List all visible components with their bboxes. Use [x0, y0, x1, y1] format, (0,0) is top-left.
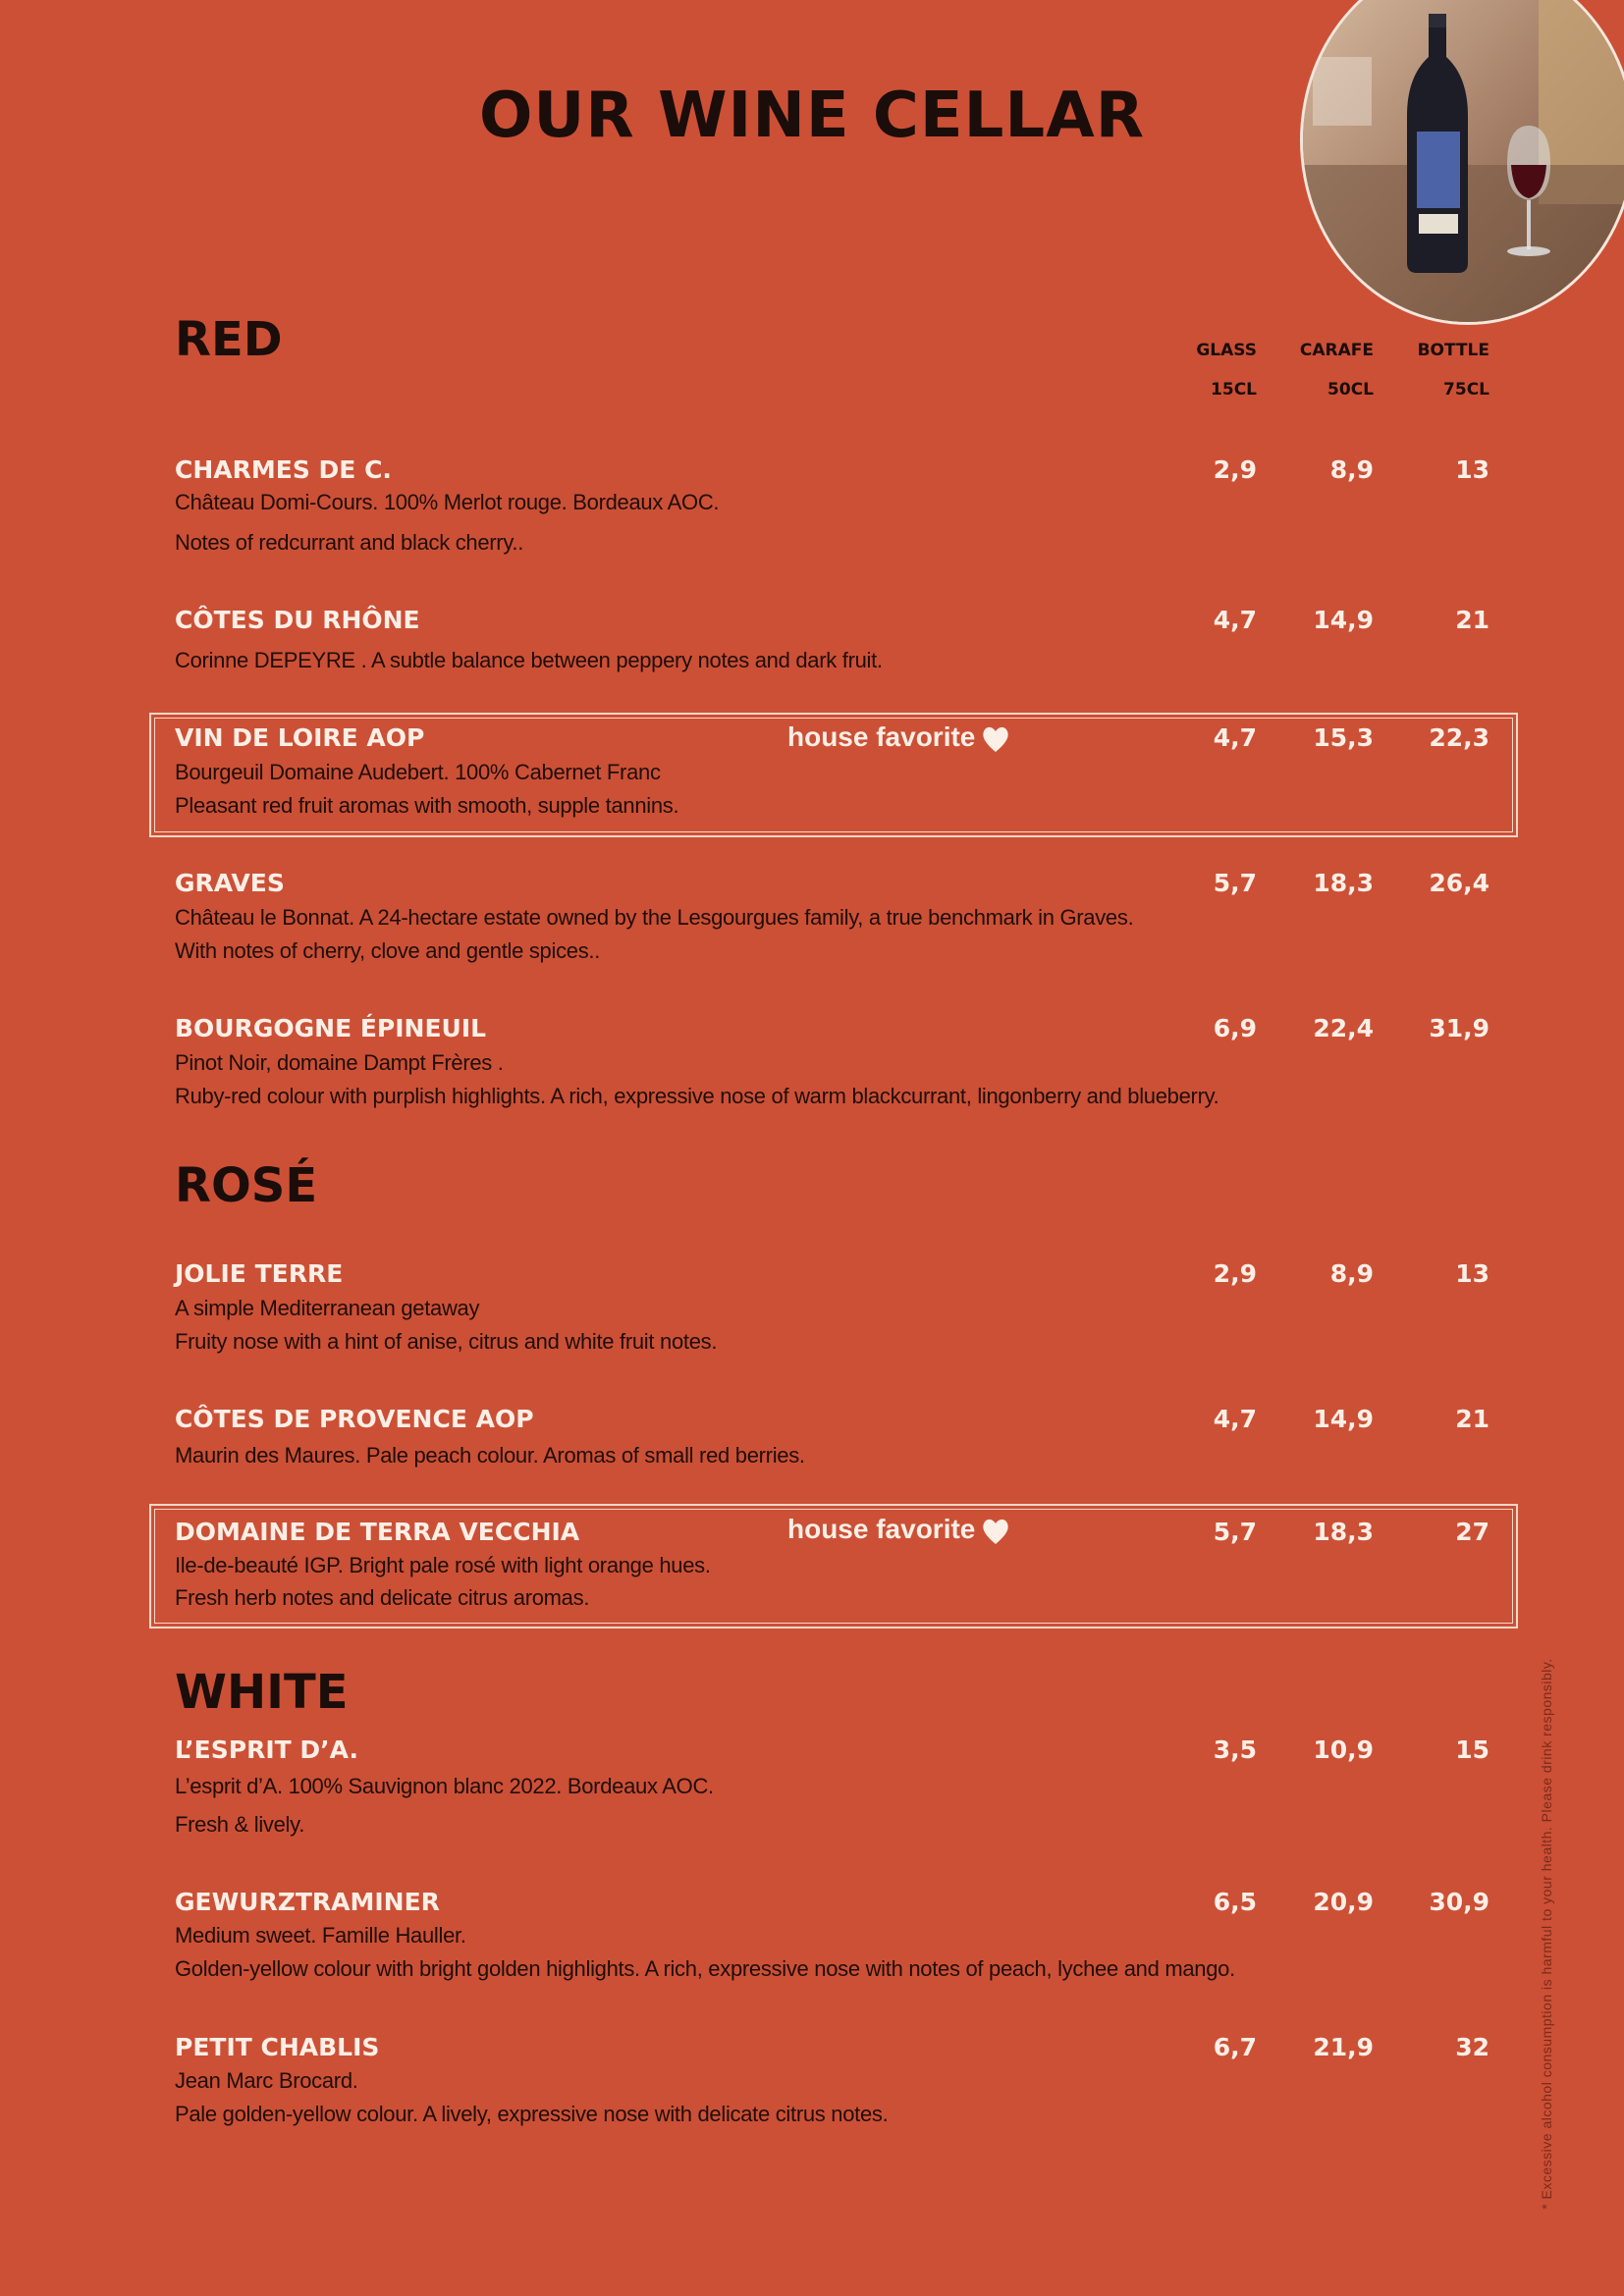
wine-name: JOLIE TERRE	[175, 1259, 344, 1288]
health-warning-text: * Excessive alcohol consumption is harmful to your health. Please drink responsibly.	[1539, 1658, 1554, 2210]
price-bottle: 13	[1455, 1259, 1489, 1288]
price-carafe: 8,9	[1329, 1259, 1374, 1288]
price-glass: 5,7	[1213, 869, 1257, 897]
price-carafe: 20,9	[1313, 1888, 1374, 1916]
section-title-rose: ROSÉ	[175, 1158, 318, 1213]
wine-description: Fresh herb notes and delicate citrus aromas.	[175, 1585, 590, 1610]
price-carafe: 15,3	[1313, 723, 1374, 752]
price-carafe: 14,9	[1313, 1405, 1374, 1433]
wine-description: Ruby-red colour with purplish highlights. A rich, expressive nose of warm blackcurrant, lingonberry and blueberry.	[175, 1084, 1219, 1108]
wine-name: L’ESPRIT D’A.	[175, 1735, 358, 1764]
price-glass: 6,5	[1213, 1888, 1257, 1916]
wine-description: Pinot Noir, domaine Dampt Frères .	[175, 1050, 504, 1075]
price-bottle: 21	[1455, 1405, 1489, 1433]
price-glass: 6,9	[1213, 1014, 1257, 1042]
price-carafe: 18,3	[1313, 869, 1374, 897]
wine-bottle-photo	[1300, 0, 1624, 325]
section-title-white: WHITE	[175, 1665, 349, 1720]
wine-description: Golden-yellow colour with bright golden highlights. A rich, expressive nose with notes of peach, lychee and mango.	[175, 1956, 1235, 1981]
wine-name: BOURGOGNE ÉPINEUIL	[175, 1014, 487, 1042]
price-bottle: 15	[1455, 1735, 1489, 1764]
wine-description: Château Domi-Cours. 100% Merlot rouge. Bordeaux AOC.	[175, 490, 720, 514]
house-favorite-label: house favorite	[787, 1514, 976, 1544]
price-carafe: 18,3	[1313, 1518, 1374, 1546]
price-carafe: 10,9	[1313, 1735, 1374, 1764]
price-bottle: 21	[1455, 606, 1489, 634]
wine-description: Jean Marc Brocard.	[175, 2068, 358, 2093]
col-carafe-size: 50CL	[1327, 380, 1374, 400]
price-bottle: 13	[1455, 455, 1489, 484]
wine-description: Pleasant red fruit aromas with smooth, supple tannins.	[175, 793, 679, 818]
wine-description: Maurin des Maures. Pale peach colour. Aromas of small red berries.	[175, 1443, 805, 1468]
wine-name: CHARMES DE C.	[175, 455, 392, 484]
house-favorite-label: house favorite	[787, 721, 976, 752]
wine-name: GEWURZTRAMINER	[175, 1888, 440, 1916]
col-bottle-label: BOTTLE	[1417, 341, 1489, 360]
price-bottle: 31,9	[1429, 1014, 1489, 1042]
price-glass: 2,9	[1213, 1259, 1257, 1288]
wine-name: GRAVES	[175, 869, 285, 897]
wine-name: DOMAINE DE TERRA VECCHIA	[175, 1518, 580, 1546]
wine-description: Ile-de-beauté IGP. Bright pale rosé with light orange hues.	[175, 1553, 711, 1577]
price-bottle: 30,9	[1429, 1888, 1489, 1916]
price-glass: 2,9	[1213, 455, 1257, 484]
wine-name: CÔTES DE PROVENCE AOP	[175, 1405, 534, 1433]
page-title: OUR WINE CELLAR	[479, 80, 1145, 152]
price-bottle: 32	[1455, 2033, 1489, 2061]
price-glass: 5,7	[1213, 1518, 1257, 1546]
wine-description: L’esprit d’A. 100% Sauvignon blanc 2022. Bordeaux AOC.	[175, 1774, 714, 1798]
wine-description: Bourgeuil Domaine Audebert. 100% Cabernet Franc	[175, 760, 661, 784]
col-carafe-label: CARAFE	[1299, 341, 1374, 360]
price-carafe: 22,4	[1313, 1014, 1374, 1042]
price-bottle: 27	[1455, 1518, 1489, 1546]
price-glass: 4,7	[1213, 723, 1257, 752]
price-carafe: 21,9	[1313, 2033, 1374, 2061]
wine-name: CÔTES DU RHÔNE	[175, 606, 420, 634]
price-glass: 4,7	[1213, 606, 1257, 634]
wine-description: Notes of redcurrant and black cherry..	[175, 530, 524, 555]
wine-name: PETIT CHABLIS	[175, 2033, 380, 2061]
wine-description: Corinne DEPEYRE . A subtle balance between peppery notes and dark fruit.	[175, 648, 883, 672]
price-carafe: 14,9	[1313, 606, 1374, 634]
price-glass: 3,5	[1213, 1735, 1257, 1764]
wine-description: Pale golden-yellow colour. A lively, expressive nose with delicate citrus notes.	[175, 2102, 889, 2126]
col-bottle-size: 75CL	[1443, 380, 1489, 400]
wine-description: With notes of cherry, clove and gentle spices..	[175, 938, 601, 963]
heart-icon	[980, 722, 1011, 754]
price-carafe: 8,9	[1329, 455, 1374, 484]
wine-description: A simple Mediterranean getaway	[175, 1296, 480, 1320]
wine-name: VIN DE LOIRE AOP	[175, 723, 425, 752]
price-bottle: 26,4	[1429, 869, 1489, 897]
price-bottle: 22,3	[1429, 723, 1489, 752]
wine-description: Fresh & lively.	[175, 1812, 305, 1837]
price-glass: 6,7	[1213, 2033, 1257, 2061]
health-warning	[1537, 1649, 1594, 2218]
wine-description: Fruity nose with a hint of anise, citrus and white fruit notes.	[175, 1329, 718, 1354]
wine-description: Medium sweet. Famille Hauller.	[175, 1923, 466, 1948]
price-glass: 4,7	[1213, 1405, 1257, 1433]
wine-description: Château le Bonnat. A 24-hectare estate owned by the Lesgourgues family, a true benchmark in Graves.	[175, 905, 1134, 930]
col-glass-label: GLASS	[1196, 341, 1257, 360]
heart-icon	[980, 1515, 1011, 1546]
col-glass-size: 15CL	[1211, 380, 1257, 400]
section-title-red: RED	[175, 312, 283, 367]
